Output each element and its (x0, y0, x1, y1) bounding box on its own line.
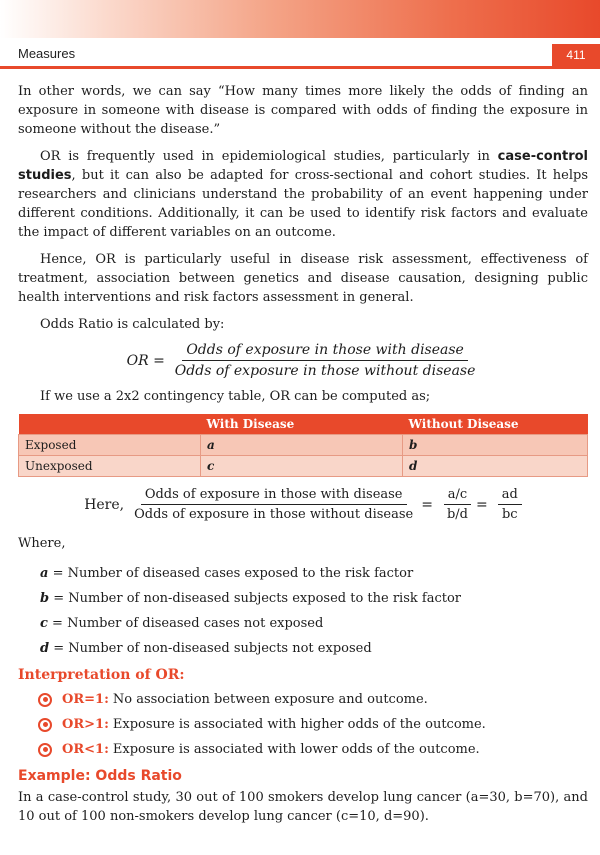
contingency-table-wrapper (18, 414, 588, 477)
cell-value: a (201, 435, 403, 456)
formula-numerator: Odds of exposure in those with disease (182, 342, 468, 361)
paragraph-usage: OR is frequently used in epidemiological studies, particularly in case-control studies, but it can also be adapted for cross-sectional and cohort studies. It helps researchers and clinicians understand the probability of an event happening under different conditions. Additionally, it can be used to identify risk factors and evaluate the impact of different variables on an outcome. (18, 149, 588, 240)
formula-prefix: Here, (84, 496, 125, 513)
decorative-header-band (0, 0, 600, 38)
definition-item: b = Number of non-diseased subjects exposed to the risk factor (40, 591, 461, 606)
formula-fraction-2 (443, 487, 472, 522)
section-title: Measures (18, 46, 76, 61)
row-label: Exposed (19, 435, 201, 456)
interpretation-text: No association between exposure and outcome. (112, 692, 428, 707)
table-header-with-disease: With Disease (201, 414, 403, 435)
cell-value: c (201, 456, 403, 477)
list-item (38, 737, 588, 762)
table-header-without-disease: Without Disease (403, 414, 588, 435)
formula-denominator: Odds of exposure in those without disease (174, 363, 476, 379)
list-item (38, 712, 588, 737)
example-text: In a case-control study, 30 out of 100 smokers develop lung cancer (a=30, b=70), and 10 out of 100 non-smokers develop lung cancer (c=10, d=90). (18, 790, 588, 824)
bold-term-case-control: case-control studies (18, 149, 588, 183)
page-content (18, 82, 588, 834)
computed-formula (18, 487, 588, 522)
cell-value: b (403, 435, 588, 456)
bullet-circle-icon (38, 718, 52, 732)
example-heading: Example: Odds Ratio (18, 768, 182, 784)
formula-numerator: ad (498, 487, 522, 505)
odds-ratio-formula (18, 342, 588, 379)
table-header-blank (19, 414, 201, 435)
page-number: 411 (552, 44, 600, 66)
row-label: Unexposed (19, 456, 201, 477)
formula-fraction-1 (130, 487, 417, 522)
table-row (19, 456, 588, 477)
list-item (38, 687, 588, 712)
cell-value: d (403, 456, 588, 477)
running-header (0, 38, 600, 68)
bullet-circle-icon (38, 743, 52, 757)
formula-numerator: a/c (444, 487, 471, 505)
formula-fraction (171, 342, 480, 379)
table-row (19, 435, 588, 456)
interpretation-term: OR>1: (62, 717, 109, 732)
formula-lhs: OR = (126, 352, 165, 369)
header-rule (0, 66, 600, 69)
paragraph-applications: Hence, OR is particularly useful in disease risk assessment, effectiveness of treatment, association between genetics and disease causation, designing public health interventions and risk factors assessment in general. (18, 252, 588, 305)
paragraph-contingency: If we use a 2x2 contingency table, OR can be computed as; (40, 389, 431, 404)
interpretation-term: OR=1: (62, 692, 109, 707)
interpretation-list (18, 687, 588, 762)
definition-item: a = Number of diseased cases exposed to the risk factor (40, 566, 414, 581)
interpretation-term: OR<1: (62, 742, 109, 757)
equals-sign: = (421, 496, 433, 513)
interpretation-text: Exposure is associated with higher odds of the outcome. (112, 717, 486, 732)
formula-denominator: bc (501, 507, 518, 522)
equals-sign: = (476, 496, 488, 513)
paragraph-calculated: Odds Ratio is calculated by: (40, 317, 225, 332)
interpretation-heading: Interpretation of OR: (18, 667, 185, 683)
where-label: Where, (18, 536, 66, 551)
formula-numerator: Odds of exposure in those with disease (141, 487, 407, 505)
paragraph-definition: In other words, we can say “How many times more likely the odds of finding an exposure in someone with disease is compared with odds of finding the exposure in someone without the disease.” (18, 84, 588, 137)
variable-definitions (18, 561, 588, 661)
definition-item: c = Number of diseased cases not exposed (40, 616, 324, 631)
formula-fraction-3 (498, 487, 522, 522)
formula-denominator: Odds of exposure in those without disease (134, 507, 414, 522)
formula-denominator: b/d (446, 507, 468, 522)
definition-item: d = Number of non-diseased subjects not exposed (40, 641, 372, 656)
bullet-circle-icon (38, 693, 52, 707)
contingency-table (18, 414, 588, 477)
interpretation-text: Exposure is associated with lower odds of the outcome. (112, 742, 480, 757)
